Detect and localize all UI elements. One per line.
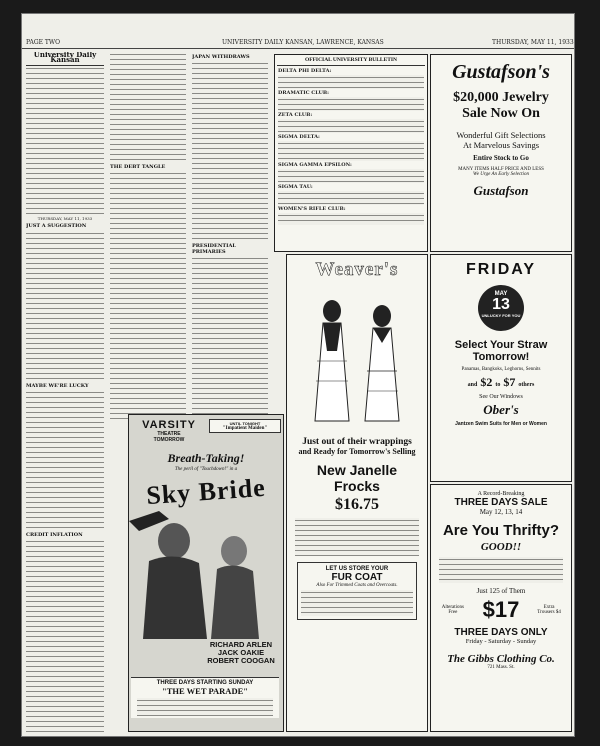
sunday-line: THREE DAYS STARTING SUNDAY: [156, 680, 254, 686]
gustafson-ad: [430, 54, 572, 252]
bulletin-item: SIGMA GAMMA EPSILON:: [278, 162, 352, 168]
weavers-name: Weaver's: [315, 259, 399, 280]
editorial-heading: THE DEBT TANGLE: [110, 164, 166, 170]
bulletin-item: DRAMATIC CLUB:: [278, 90, 329, 96]
gibbs-address: 721 Mass. St.: [487, 665, 515, 670]
obers-line-2: Tomorrow!: [472, 351, 530, 363]
weavers-line-1: Just out of their wrappings: [302, 437, 412, 447]
gibbs-sale: THREE DAYS SALE: [454, 497, 548, 508]
theatre-name: VARSITY: [142, 419, 196, 431]
badge-word: UNLUCKY FOR YOU: [481, 313, 521, 318]
coat-line-3: Also For Trimmed Coats and Overcoats.: [316, 583, 398, 588]
editorial-heading: CREDIT INFLATION: [26, 532, 83, 539]
current-feature: "Impatient Maiden": [222, 426, 268, 431]
masthead-date: THURSDAY, MAY 11, 1933: [37, 215, 93, 221]
obers-to: to: [495, 382, 501, 388]
gustafson-signature: Gustafson: [473, 183, 529, 198]
gibbs-just: Just 125 of Them: [476, 587, 526, 595]
obers-footer: Jantzen Swim Suits for Men or Women: [455, 421, 547, 427]
badge-month: MAY: [494, 291, 508, 297]
weavers-price: $16.75: [335, 496, 379, 513]
gustafson-headline-2: Sale Now On: [462, 106, 540, 121]
obers-others: others: [518, 382, 535, 388]
editorial-heading: PRESIDENTIAL PRIMARIES: [192, 243, 236, 255]
gustafson-sub-2: At Marvelous Savings: [462, 140, 540, 150]
film-cast: [199, 641, 283, 665]
gustafson-note-2: We Urge An Early Selection: [473, 172, 529, 177]
masthead: University Daily Kansan: [26, 52, 104, 66]
actor-1: RICHARD ARLEN: [209, 640, 273, 649]
editorial-column-1: [26, 52, 104, 732]
official-bulletin: [274, 54, 428, 252]
gustafson-note: MANY ITEMS HALF PRICE AND LESS: [458, 167, 544, 172]
editorial-heading: JUST A SUGGESTION: [26, 223, 87, 230]
actor-2: JACK OAKIE: [217, 648, 265, 657]
obers-line-1: Select Your Straw: [454, 339, 548, 351]
editorial-column-2: [110, 52, 186, 422]
tagline-2: The peril of "Touchdown!" in a: [174, 467, 238, 472]
paper-title: UNIVERSITY DAILY KANSAN, LAWRENCE, KANSAS: [222, 39, 384, 46]
weavers-product: New Janelle: [316, 462, 398, 478]
coat-line-1: LET US STORE YOUR: [325, 566, 389, 572]
badge-number: 13: [492, 296, 510, 313]
until-tonight: UNTIL TONIGHT: [229, 421, 261, 426]
gibbs-alterations: Alterations Free: [441, 605, 464, 615]
varsity-theatre-ad: [128, 414, 284, 732]
gibbs-dates: May 12, 13, 14: [479, 508, 523, 516]
coat-line-2: FUR COAT: [331, 572, 383, 583]
gibbs-question: Are You Thrifty?: [442, 522, 560, 539]
obers-see: See Our Windows: [479, 394, 523, 400]
bulletin-item: SIGMA DELTA:: [278, 134, 320, 140]
gibbs-store: The Gibbs Clothing Co.: [447, 653, 555, 665]
gibbs-days: Friday - Saturday - Sunday: [465, 638, 537, 645]
gustafson-headline: $20,000 Jewelry: [453, 90, 549, 105]
gibbs-three: THREE DAYS ONLY: [454, 627, 548, 638]
weavers-ad: [286, 254, 428, 732]
until-tonight-box: [209, 419, 281, 433]
editorial-heading: JAPAN WITHDRAWS: [192, 54, 250, 60]
tagline: Breath-Taking!: [167, 451, 245, 465]
obers-price-to: $7: [503, 375, 516, 389]
obers-ad: [430, 254, 572, 482]
bulletin-title: OFFICIAL UNIVERSITY BULLETIN: [304, 57, 398, 63]
actor-3: ROBERT COOGAN: [207, 656, 275, 665]
theatre-tomorrow: TOMORROW: [153, 437, 185, 443]
bulletin-item: WOMEN'S RIFLE CLUB:: [278, 206, 346, 212]
gibbs-intro: A Record-Breaking: [477, 491, 525, 497]
gibbs-ad: [430, 484, 572, 732]
page-date: THURSDAY, MAY 11, 1933: [492, 39, 574, 46]
gustafson-sub-3: Entire Stock to Go: [473, 154, 529, 162]
obers-price-from: $2: [480, 375, 493, 389]
gibbs-price: $17: [482, 597, 520, 622]
gibbs-extra-trousers: Extra Trousers $4: [537, 605, 561, 615]
obers-and: and: [467, 382, 478, 388]
fur-storage-box: [297, 562, 417, 620]
film-illustration: [129, 511, 283, 641]
friday-13-badge: [478, 285, 524, 331]
gustafson-name: Gustafson's: [452, 61, 550, 83]
editorial-column-3: [192, 52, 268, 422]
gustafson-sub: Wonderful Gift Selections: [456, 130, 546, 140]
editorial-heading: MAYBE WE'RE LUCKY: [26, 382, 89, 389]
page-label: PAGE TWO: [26, 39, 60, 46]
sunday-box: [131, 677, 279, 718]
bulletin-item: ZETA CLUB:: [278, 112, 313, 118]
page-header: [22, 38, 574, 49]
obers-brand: Ober's: [483, 402, 519, 417]
theatre-sub: THEATRE: [157, 431, 181, 437]
bulletin-item: SIGMA TAU:: [278, 184, 313, 190]
fashion-illustration: [287, 281, 427, 431]
bulletin-item: DELTA PHI DELTA:: [278, 68, 332, 74]
obers-day: FRIDAY: [465, 261, 537, 278]
gibbs-good: GOOD!!: [480, 541, 522, 553]
film-title: Sky Bride: [145, 472, 267, 511]
obers-hat-list: Panamas, Bangkoks, Leghorns, Sennits: [461, 367, 541, 372]
newspaper-page: [22, 14, 574, 736]
obers-price-range: [431, 375, 571, 390]
weavers-line-2: and Ready for Tomorrow's Selling: [298, 447, 416, 456]
sunday-film: "THE WET PARADE": [162, 686, 248, 696]
weavers-product-2: Frocks: [334, 478, 380, 494]
